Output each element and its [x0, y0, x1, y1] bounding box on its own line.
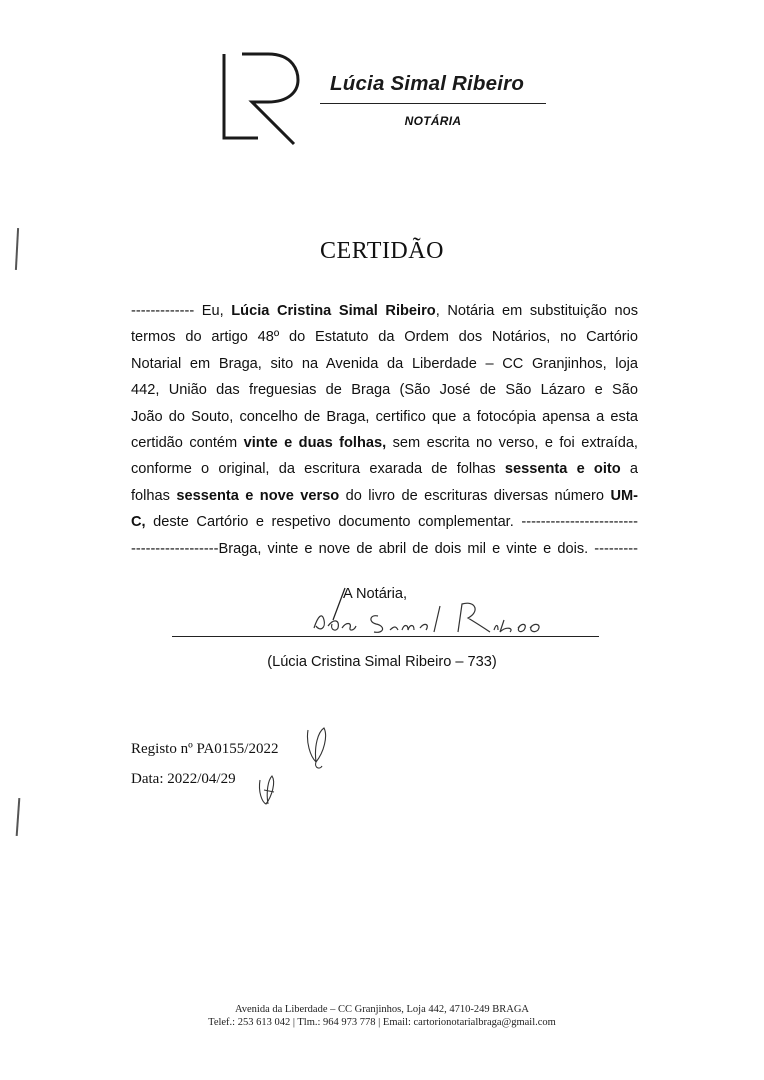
- notary-name: Lúcia Simal Ribeiro: [330, 72, 525, 95]
- bold-text: UM-: [610, 487, 639, 504]
- signatory-name: (Lúcia Cristina Simal Ribeiro – 733): [267, 654, 497, 670]
- handwritten-initials: [256, 770, 280, 810]
- body-text: folhas: [131, 487, 177, 504]
- bold-text: Lúcia Cristina Simal Ribeiro: [231, 303, 436, 319]
- body-line: [131, 430, 638, 456]
- notary-title: NOTÁRIA: [404, 114, 462, 128]
- body-text: João do Souto, concelho de Braga, certifico que a fotocópia apensa a esta: [131, 408, 638, 425]
- body-line: [131, 536, 638, 562]
- body-text: sem escrita no verso, e foi extraída,: [386, 435, 638, 451]
- bold-text: C,: [131, 514, 146, 531]
- body-line: [131, 377, 638, 403]
- body-line: [131, 509, 638, 535]
- header-divider: [320, 103, 546, 104]
- body-line: [131, 351, 638, 377]
- registry-number: Registo nº PA0155/2022: [131, 741, 279, 757]
- footer-address: Avenida da Liberdade – CC Granjinhos, Loja 442, 4710-249 BRAGA: [234, 1004, 530, 1015]
- lr-logo: [218, 50, 302, 146]
- body-text: conforme o original, da escritura exarada de folhas: [131, 461, 505, 478]
- registry-date: Data: 2022/04/29: [131, 771, 236, 787]
- body-text: do livro de escrituras diversas número: [339, 487, 611, 504]
- footer-contacts: Telef.: 253 613 042 | Tlm.: 964 973 778 | Email: cartorionotarialbraga@gmail.com: [208, 1017, 556, 1028]
- bold-text: vinte e duas folhas,: [243, 435, 387, 451]
- body-line: [131, 298, 638, 324]
- body-text: deste Cartório e respetivo documento complementar. ------------------------: [145, 514, 638, 531]
- body-text: ------------- Eu,: [131, 303, 232, 319]
- bold-text: sessenta e nove verso: [176, 487, 340, 504]
- body-text: certidão contém: [131, 435, 244, 451]
- body-text: , Notária em substituição nos: [435, 303, 638, 319]
- body-text: a: [620, 461, 638, 478]
- signature-line: [172, 636, 599, 637]
- handwritten-signature: [308, 598, 548, 638]
- body-line: [131, 324, 638, 350]
- scan-mark: [16, 798, 21, 836]
- body-text: 442, União das freguesias de Braga (São José de São Lázaro e São: [131, 382, 638, 399]
- document-title: CERTIDÃO: [320, 238, 444, 264]
- body-line: [131, 404, 638, 430]
- body-text: termos do artigo 48º do Estatuto da Ordem dos Notários, no Cartório: [131, 329, 638, 346]
- handwritten-initials: [302, 722, 332, 772]
- body-text: Notarial em Braga, sito na Avenida da Liberdade – CC Granjinhos, loja: [131, 355, 638, 372]
- body-line: [131, 483, 638, 509]
- body-text: ------------------Braga, vinte e nove de abril de dois mil e vinte e dois. ---------: [131, 540, 638, 557]
- bold-text: sessenta e oito: [504, 461, 621, 478]
- body-line: [131, 456, 638, 482]
- signature-caption: A Notária,: [343, 586, 408, 602]
